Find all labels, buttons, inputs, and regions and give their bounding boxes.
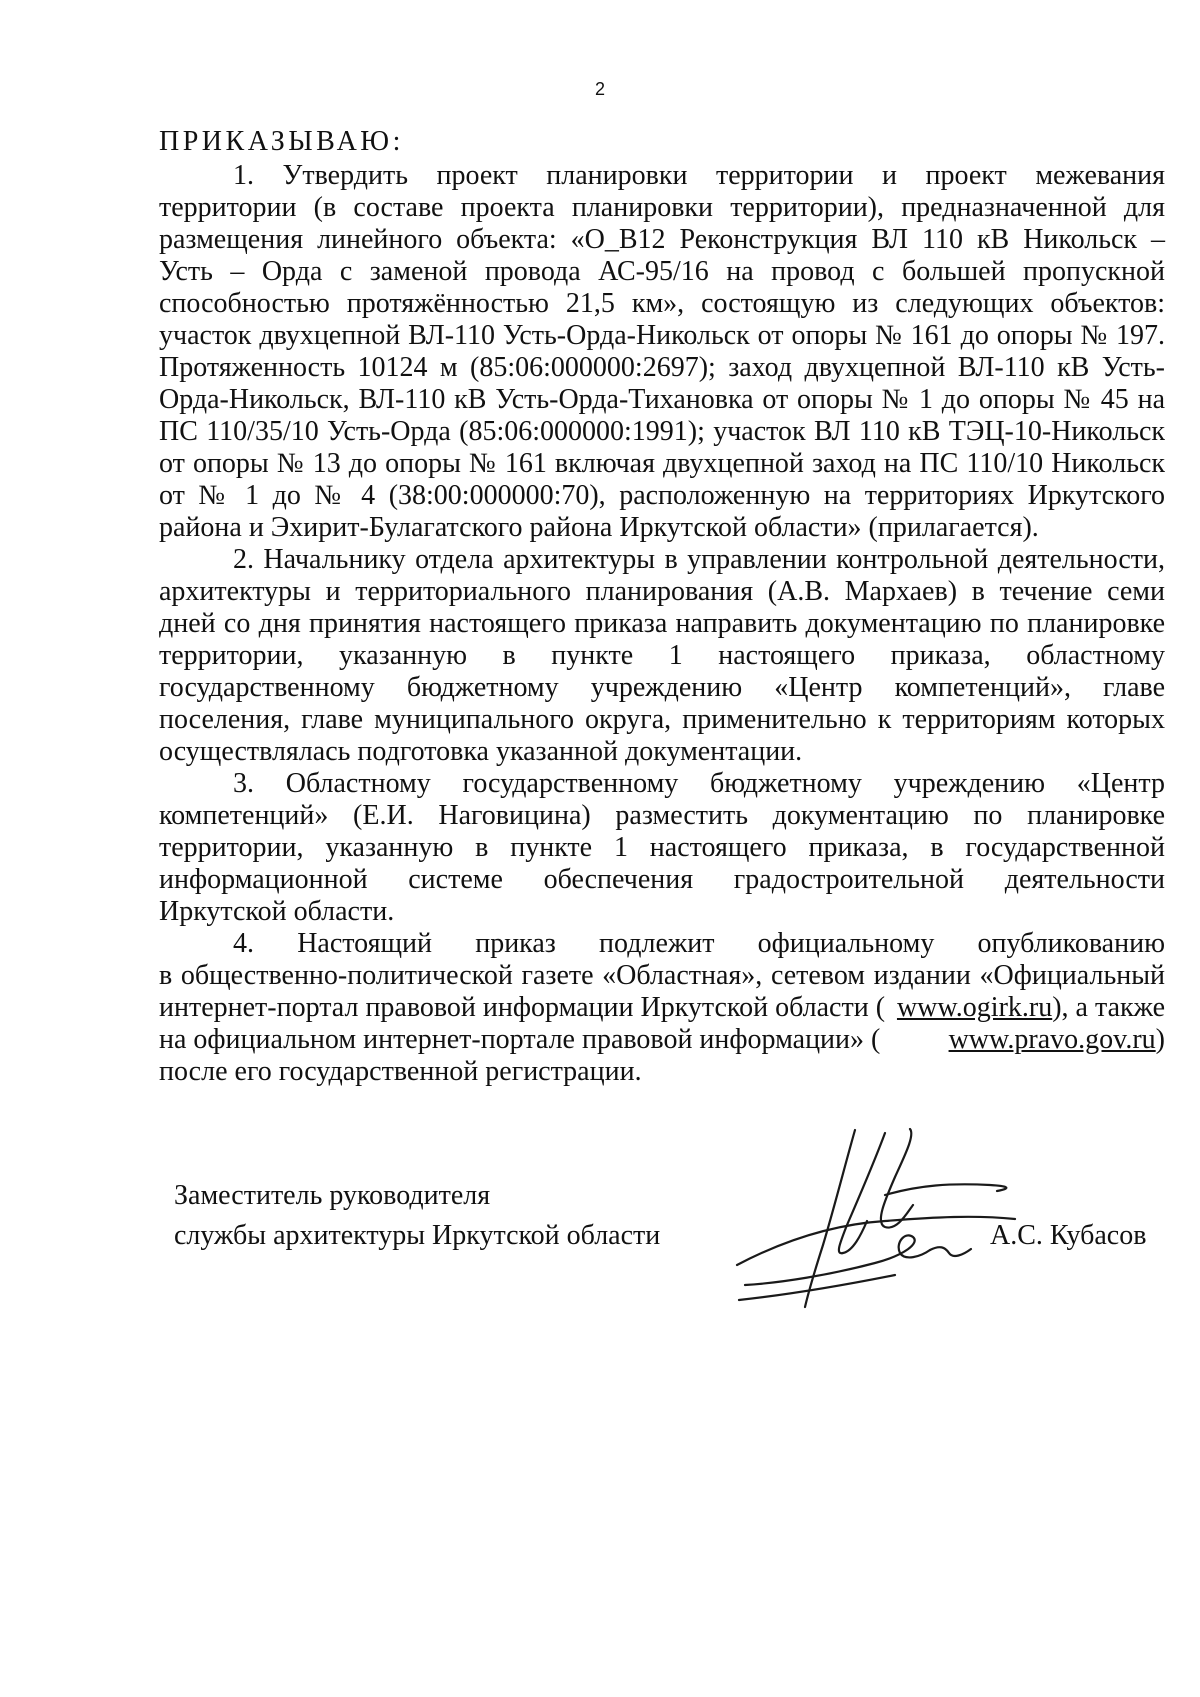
item-1-line-10: от опоры № 13 до опоры № 161 включая двухцепной заход на ПС 110/10 Никольск (159, 448, 1165, 479)
item-4-line-3-end: ), а также (1052, 992, 1165, 1023)
item-2-line-3: дней со дня принятия настоящего приказа направить документацию по планировке (159, 608, 1165, 639)
item-3-line-4: информационной системе обеспечения градостроительной деятельности (159, 864, 1165, 895)
item-2-line-2: архитектуры и территориального планирования (А.В. Мархаев) в течение семи (159, 576, 1165, 607)
item-3-line-2: компетенций» (Е.И. Наговицина) разместить документацию по планировке (159, 800, 1165, 831)
item-4-line-2: в общественно-политической газете «Областная», сетевом издании «Официальный (159, 960, 1165, 991)
pravo-link[interactable]: www.pravo.gov.ru (948, 1024, 1156, 1055)
signatory-title-line-2: службы архитектуры Иркутской области (174, 1220, 661, 1251)
item-1-line-5: способностью протяжённостью 21,5 км», состоящую из следующих объектов: (159, 288, 1165, 319)
item-4-line-4-tail (159, 1024, 1165, 1056)
ogirk-link[interactable]: www.ogirk.ru (896, 992, 1053, 1023)
item-1-line-6: участок двухцепной ВЛ-110 Усть-Орда-Никольск от опоры № 161 до опоры № 197. (159, 320, 1165, 351)
order-heading: ПРИКАЗЫВАЮ: (159, 126, 404, 157)
item-1-line-11: от № 1 до № 4 (38:00:000000:70), расположенную на территориях Иркутского (159, 480, 1165, 511)
item-1-line-12: района и Эхирит-Булагатского района Иркутской области» (прилагается). (159, 512, 1039, 543)
item-2-line-7: осуществлялась подготовка указанной документации. (159, 736, 803, 767)
item-1-line-9: ПС 110/35/10 Усть-Орда (85:06:000000:1991); участок ВЛ 110 кВ ТЭЦ-10-Никольск (159, 416, 1165, 447)
item-4-line-4-text: на официальном интернет-портале правовой информации» ( (159, 1024, 881, 1055)
item-2-line-1: 2. Начальнику отдела архитектуры в управлении контрольной деятельности, (233, 544, 1165, 575)
item-3-line-1: 3. Областному государственному бюджетному учреждению «Центр (233, 768, 1165, 799)
item-3-line-3: территории, указанную в пункте 1 настоящего приказа, в государственной (159, 832, 1165, 863)
item-1-line-7: Протяженность 10124 м (85:06:000000:2697); заход двухцепной ВЛ-110 кВ Усть- (159, 352, 1165, 383)
item-4-line-4-end: ) (1155, 1024, 1165, 1055)
item-1-line-8: Орда-Никольск, ВЛ-110 кВ Усть-Орда-Тихановка от опоры № 1 до опоры № 45 на (159, 384, 1165, 415)
signatory-title-line-1: Заместитель руководителя (174, 1180, 491, 1211)
page-number: 2 (594, 79, 605, 99)
item-1-line-4: Усть – Орда с заменой провода АС-95/16 на провод с большей пропускной (159, 256, 1165, 287)
signatory-name: А.С. Кубасов (990, 1220, 1147, 1251)
item-4-line-5: после его государственной регистрации. (159, 1056, 642, 1087)
item-2-line-5: государственному бюджетному учреждению «Центр компетенций», главе (159, 672, 1165, 703)
item-4-line-3-tail (159, 992, 1165, 1024)
item-1-line-1: 1. Утвердить проект планировки территории и проект межевания (233, 160, 1165, 191)
item-4-line-3-text: интернет-портал правовой информации Иркутской области ( (159, 992, 886, 1023)
item-1-line-2: территории (в составе проекта планировки территории), предназначенной для (159, 192, 1165, 223)
item-2-line-6: поселения, главе муниципального округа, применительно к территориям которых (159, 704, 1165, 735)
handwritten-signature (735, 1125, 1065, 1310)
item-2-line-4: территории, указанную в пункте 1 настоящего приказа, областному (159, 640, 1165, 671)
item-1-line-3: размещения линейного объекта: «О_В12 Реконструкция ВЛ 110 кВ Никольск – (159, 224, 1165, 255)
item-3-line-5: Иркутской области. (159, 896, 395, 927)
item-4-line-1: 4. Настоящий приказ подлежит официальному опубликованию (233, 928, 1165, 959)
